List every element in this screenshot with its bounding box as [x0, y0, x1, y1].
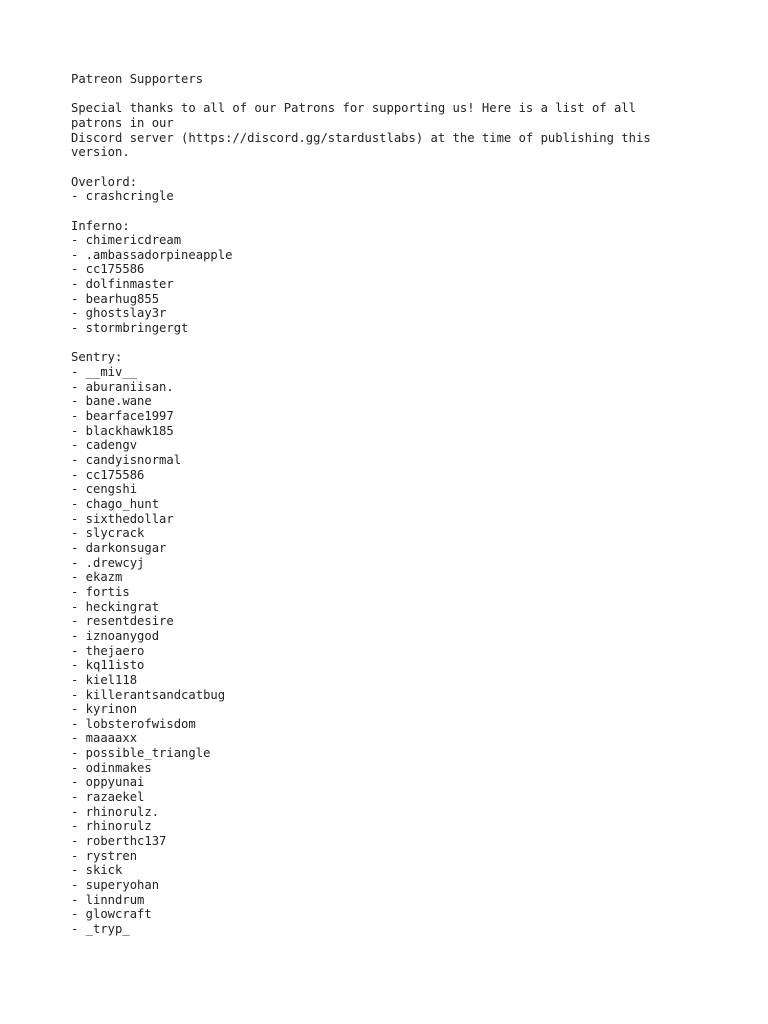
- patron-list-item: - ghostslay3r: [71, 306, 167, 321]
- patron-list-item: - slycrack: [71, 526, 145, 541]
- patron-list-item: - __miv__: [71, 365, 138, 380]
- patron-list-item: - superyohan: [71, 878, 160, 893]
- patron-list-item: - _tryp_: [71, 922, 130, 936]
- patron-list-item: - iznoanygod: [71, 628, 160, 643]
- patron-list-item: - lobsterofwisdom: [71, 716, 196, 731]
- intro-paragraph: [71, 101, 711, 160]
- patron-list-item: - dolfinmaster: [71, 277, 174, 292]
- patron-list-item: - razaekel: [71, 790, 145, 805]
- patron-list-item: - cadengv: [71, 438, 138, 453]
- patron-list-item: - kq11isto: [71, 658, 145, 673]
- patron-list-item: - resentdesire: [71, 614, 174, 629]
- patron-list-item: - odinmakes: [71, 760, 152, 775]
- patron-list-item: - linndrum: [71, 892, 145, 907]
- tier-section: [71, 175, 711, 219]
- patron-list-item: - rystren: [71, 848, 138, 863]
- intro-line: Special thanks to all of our Patrons for supporting us! Here is a list of all: [71, 101, 636, 116]
- patron-list-item: - roberthc137: [71, 834, 167, 849]
- patron-list-item: - glowcraft: [71, 907, 152, 922]
- intro-line: patrons in our: [71, 115, 174, 130]
- tier-heading: Inferno:: [71, 218, 130, 233]
- blank-line: [71, 87, 711, 102]
- tier-heading: Overlord:: [71, 174, 138, 189]
- patron-list-item: - kiel118: [71, 672, 138, 687]
- patron-list-item: - heckingrat: [71, 599, 160, 614]
- blank-line: [71, 160, 711, 175]
- tier-sections: [71, 175, 711, 937]
- document-title: Patreon Supporters: [71, 72, 204, 86]
- patron-list-item: - oppyunai: [71, 775, 145, 790]
- tier-section: [71, 219, 711, 351]
- document-page: [71, 72, 711, 937]
- patron-list-item: - chago_hunt: [71, 496, 160, 511]
- patron-list-item: - thejaero: [71, 643, 145, 658]
- intro-line: Discord server (https://discord.gg/stardustlabs) at the time of publishing this: [71, 130, 651, 145]
- tier-heading: Sentry:: [71, 350, 123, 365]
- patron-list-item: - blackhawk185: [71, 423, 174, 438]
- blank-line: [71, 204, 711, 219]
- patron-list-item: - maaaaxx: [71, 731, 138, 746]
- blank-line: [71, 336, 711, 351]
- patron-list-item: - chimericdream: [71, 233, 182, 248]
- patron-list-item: - cc175586: [71, 262, 145, 277]
- patron-list-item: - killerantsandcatbug: [71, 687, 226, 702]
- patron-list-item: - cc175586: [71, 467, 145, 482]
- patron-list-item: - aburaniisan.: [71, 379, 174, 394]
- patron-list-item: - sixthedollar: [71, 511, 174, 526]
- patron-list-item: - .ambassadorpineapple: [71, 247, 233, 262]
- patron-list-item: - .drewcyj: [71, 555, 145, 570]
- patron-list-item: - fortis: [71, 584, 130, 599]
- patron-list-item: - ekazm: [71, 570, 123, 585]
- patron-list-item: - bearface1997: [71, 409, 174, 424]
- patron-list-item: - rhinorulz.: [71, 804, 160, 819]
- patron-list-item: - bane.wane: [71, 394, 152, 409]
- patron-list-item: - cengshi: [71, 482, 138, 497]
- patron-list-item: - kyrinon: [71, 702, 138, 717]
- patron-list-item: - crashcringle: [71, 189, 174, 204]
- patron-list-item: - possible_triangle: [71, 746, 211, 761]
- patron-list-item: - stormbringergt: [71, 321, 189, 336]
- patron-list-item: - darkonsugar: [71, 540, 167, 555]
- patron-list-item: - rhinorulz: [71, 819, 152, 834]
- intro-line: version.: [71, 145, 130, 160]
- patron-list-item: - bearhug855: [71, 291, 160, 306]
- patron-list-item: - skick: [71, 863, 123, 878]
- patron-list-item: - candyisnormal: [71, 453, 182, 467]
- tier-section: [71, 350, 711, 936]
